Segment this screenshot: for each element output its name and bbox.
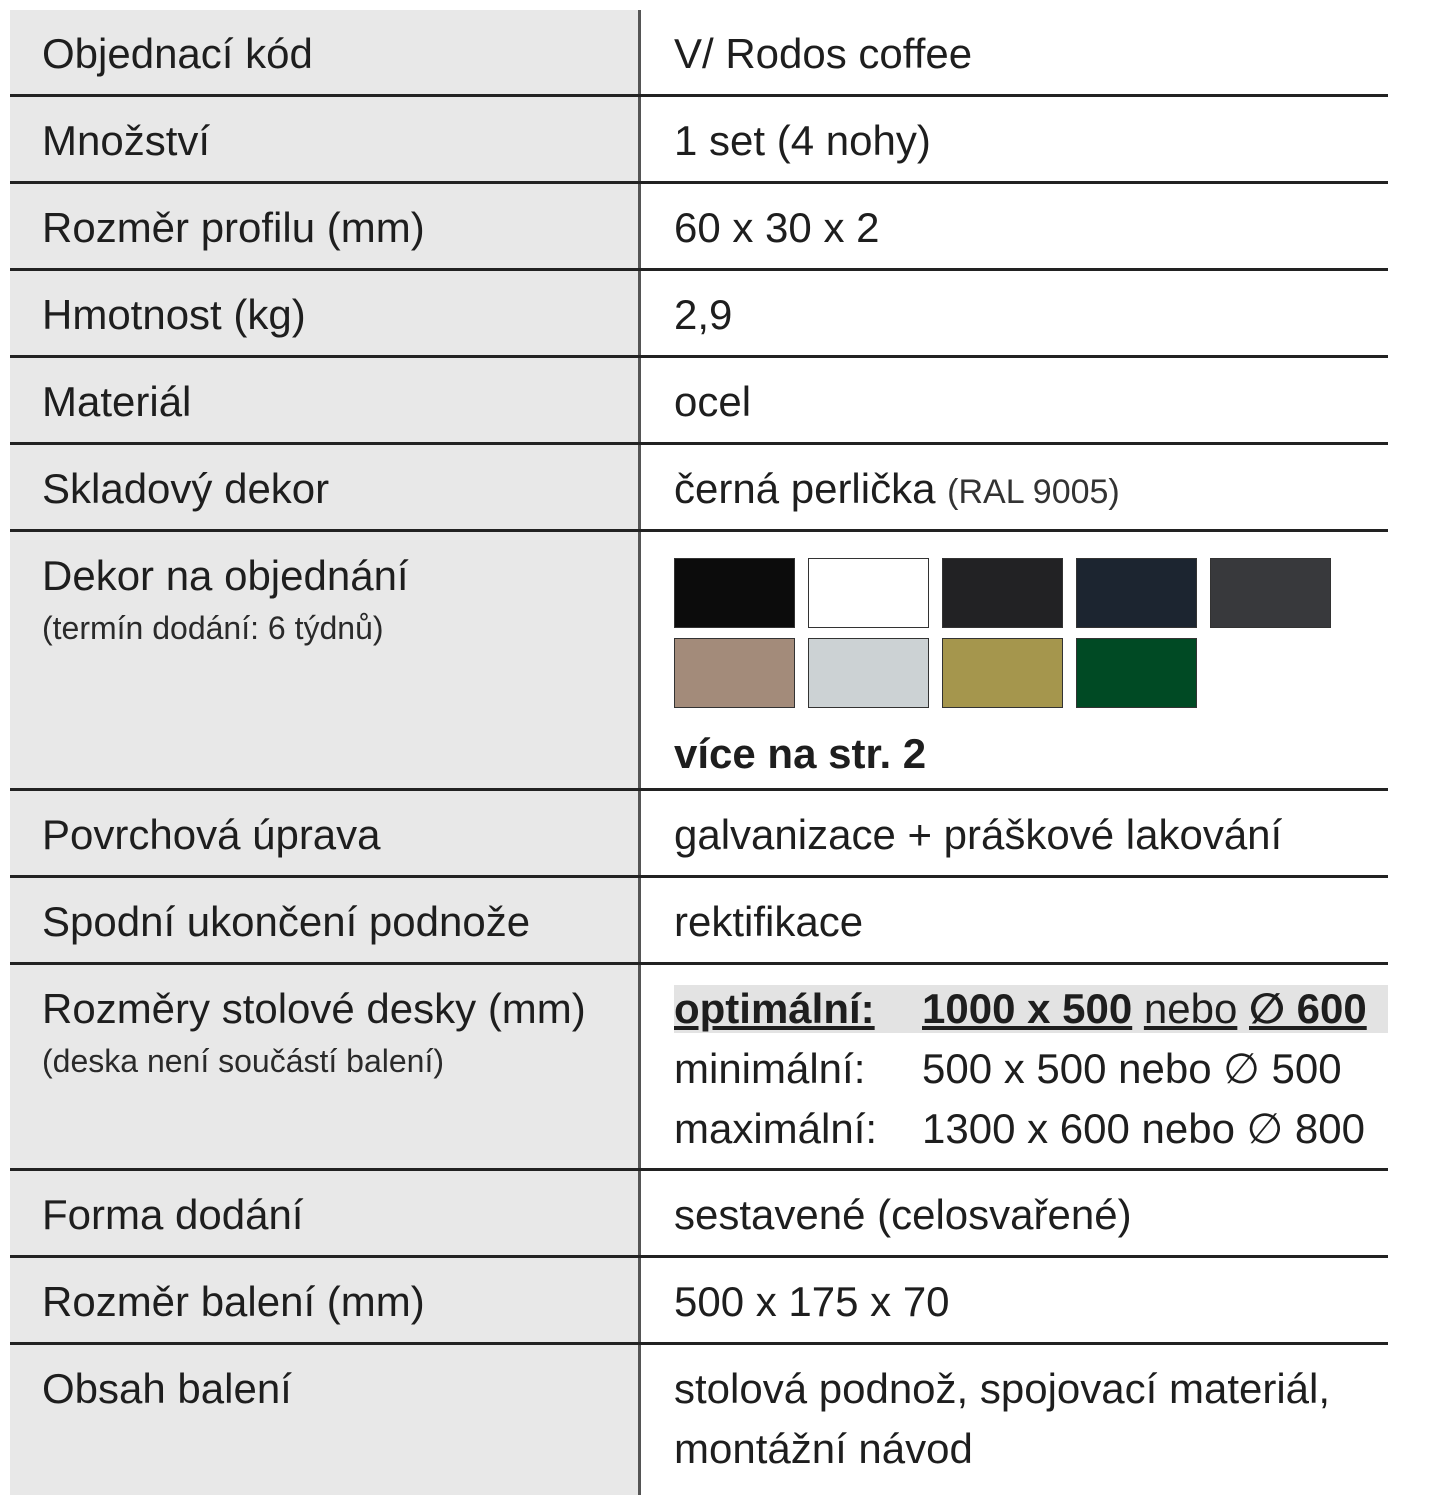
spec-table [10,10,1388,1495]
value-stock-decor [641,445,1388,529]
minimal-value: 500 x 500 nebo ∅ 500 [922,1045,1342,1092]
label-weight: Hmotnost (kg) [10,271,641,355]
swatch-white [808,558,929,628]
more-on-page-2: více na str. 2 [674,730,927,777]
tabletop-not-included-note: (deska není součástí balení) [42,1043,445,1079]
label-quantity: Množství [10,97,641,181]
row-order-code [10,10,1388,97]
optimal-size: 1000 x 500 [922,985,1133,1032]
label-package-size: Rozměr balení (mm) [10,1258,641,1342]
label-delivery-form: Forma dodání [10,1171,641,1255]
stock-decor-ral: (RAL 9005) [947,473,1120,511]
row-bottom-finish [10,878,1388,965]
row-stock-decor [10,445,1388,532]
label-order-decor [10,532,641,788]
value-order-code: V/ Rodos coffee [674,30,973,77]
order-decor-delivery-note: (termín dodání: 6 týdnů) [42,610,384,646]
minimal-label: minimální: [674,1045,866,1092]
label-stock-decor: Skladový dekor [10,445,641,529]
row-quantity [10,97,1388,184]
label-order-code: Objednací kód [10,10,641,94]
row-delivery-form [10,1171,1388,1258]
swatch-green [1076,638,1197,708]
value-profile-size: 60 x 30 x 2 [674,204,880,251]
row-material [10,358,1388,445]
value-material: ocel [674,378,752,425]
maximal-value: 1300 x 600 nebo ∅ 800 [922,1105,1365,1152]
swatch-light-grey [808,638,929,708]
value-package-size: 500 x 175 x 70 [674,1278,950,1325]
swatch-black-textured [942,558,1063,628]
swatch-gold [942,638,1063,708]
value-weight: 2,9 [674,291,733,338]
value-delivery-form: sestavené (celosvařené) [674,1191,1132,1238]
stock-decor-name: černá perlička [674,465,936,512]
swatch-dark-blue [1076,558,1197,628]
tabletop-dimensions-title: Rozměry stolové desky (mm) [42,985,586,1032]
row-profile-size [10,184,1388,271]
package-content-line2: montážní návod [674,1425,973,1472]
swatch-taupe [674,638,795,708]
label-bottom-finish: Spodní ukončení podnože [10,878,641,962]
row-tabletop-dimensions [10,965,1388,1171]
row-order-decor [10,532,1388,791]
dimensions-grid [674,985,1388,1153]
optimal-value [922,985,1388,1033]
label-material: Materiál [10,358,641,442]
swatch-anthracite [1210,558,1331,628]
value-tabletop-dimensions [641,965,1388,1168]
label-surface-treatment: Povrchová úprava [10,791,641,875]
color-swatches [674,558,1388,708]
label-tabletop-dimensions [10,965,641,1168]
optimal-or: nebo [1143,985,1238,1032]
value-order-decor [641,532,1388,788]
row-package-size [10,1258,1388,1345]
value-package-content [641,1345,1388,1495]
maximal-label: maximální: [674,1105,878,1152]
row-package-content [10,1345,1388,1495]
row-weight [10,271,1388,358]
row-surface-treatment [10,791,1388,878]
value-quantity: 1 set (4 nohy) [674,117,931,164]
order-decor-title: Dekor na objednání [42,552,409,599]
value-bottom-finish: rektifikace [674,898,864,945]
label-package-content: Obsah balení [10,1345,641,1495]
optimal-label: optimální: [674,985,922,1033]
package-content-line1: stolová podnož, spojovací materiál, [674,1365,1331,1412]
value-surface-treatment: galvanizace + práškové lakování [674,811,1283,858]
label-profile-size: Rozměr profilu (mm) [10,184,641,268]
optimal-diameter: ∅ 600 [1249,985,1367,1032]
swatch-black-glossy [674,558,795,628]
